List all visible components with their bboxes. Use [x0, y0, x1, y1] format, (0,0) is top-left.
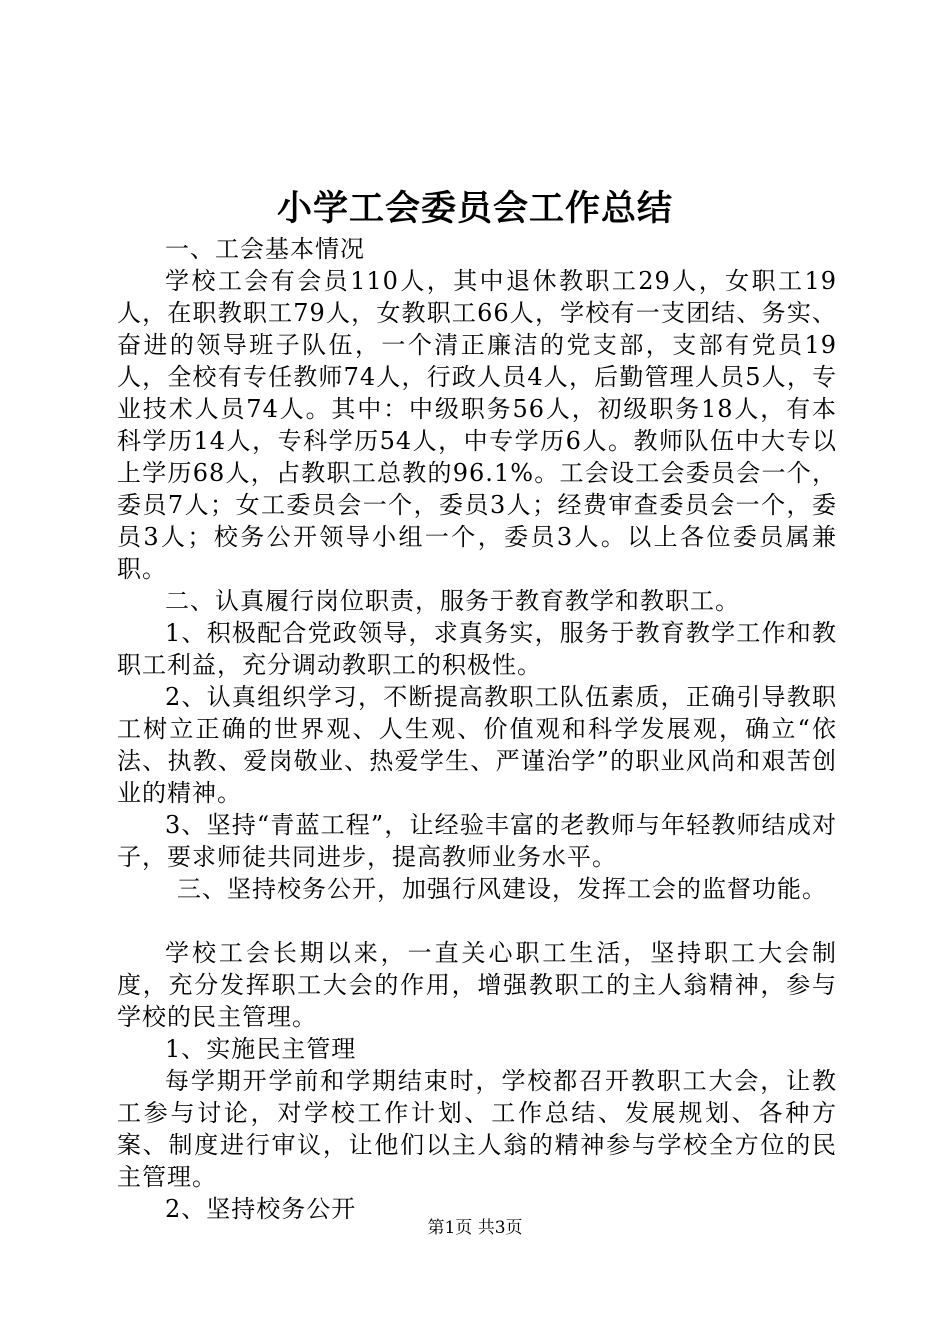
- section-heading-3: 三、坚持校务公开，加强行风建设，发挥工会的监督功能。: [177, 875, 827, 903]
- subheading-democratic-management: 1、实施民主管理: [165, 1035, 357, 1063]
- paragraph-gap: [117, 905, 837, 937]
- section-heading-2: 二、认真履行岗位职责，服务于教育教学和教职工。: [165, 587, 740, 615]
- paragraph-workers-congress: 学校工会长期以来，一直关心职工生活，坚持职工大会制度，充分发挥职工大会的作用，增强教职工的主人翁精神，参与学校的民主管理。: [117, 939, 837, 1031]
- document-body: [117, 233, 837, 1225]
- page-footer: 第1页 共3页: [427, 1218, 523, 1238]
- section-heading-1: 一、工会基本情况: [165, 235, 365, 263]
- document-title: 小学工会委员会工作总结: [276, 188, 673, 229]
- paragraph-basic-info: 学校工会有会员110人，其中退休教职工29人，女职工19人，在职教职工79人，女教职工66人，学校有一支团结、务实、奋进的领导班子队伍，一个清正廉洁的党支部，支部有党员19人，全校有专任教师74人，行政人员4人，后勤管理人员5人，专业技术人员74人。其中：中级职务56人，初级职务18人，有本科学历14人，专科学历54人，中专学历6人。教师队伍中大专以上学历68人，占教职工总教的96.1%。工会设工会委员会一个，委员7人；女工委员会一个，委员3人；经费审查委员会一个，委员3人；校务公开领导小组一个，委员3人。以上各位委员属兼职。: [117, 267, 837, 583]
- paragraph-item-3: 3、坚持“青蓝工程”，让经验丰富的老教师与年轻教师结成对子，要求师徒共同进步，提高教师业务水平。: [117, 811, 837, 871]
- paragraph-democratic-management: 每学期开学前和学期结束时，学校都召开教职工大会，让教工参与讨论，对学校工作计划、工作总结、发展规划、各种方案、制度进行审议，让他们以主人翁的精神参与学校全方位的民主管理。: [117, 1067, 837, 1191]
- paragraph-item-1: 1、积极配合党政领导，求真务实，服务于教育教学工作和教职工利益，充分调动教职工的积极性。: [117, 619, 837, 679]
- paragraph-item-2: 2、认真组织学习，不断提高教职工队伍素质，正确引导教职工树立正确的世界观、人生观、价值观和科学发展观，确立“依法、执教、爱岗敬业、热爱学生、严谨治学”的职业风尚和艰苦创业的精神。: [117, 683, 837, 807]
- subheading-school-affairs: 2、坚持校务公开: [165, 1195, 357, 1223]
